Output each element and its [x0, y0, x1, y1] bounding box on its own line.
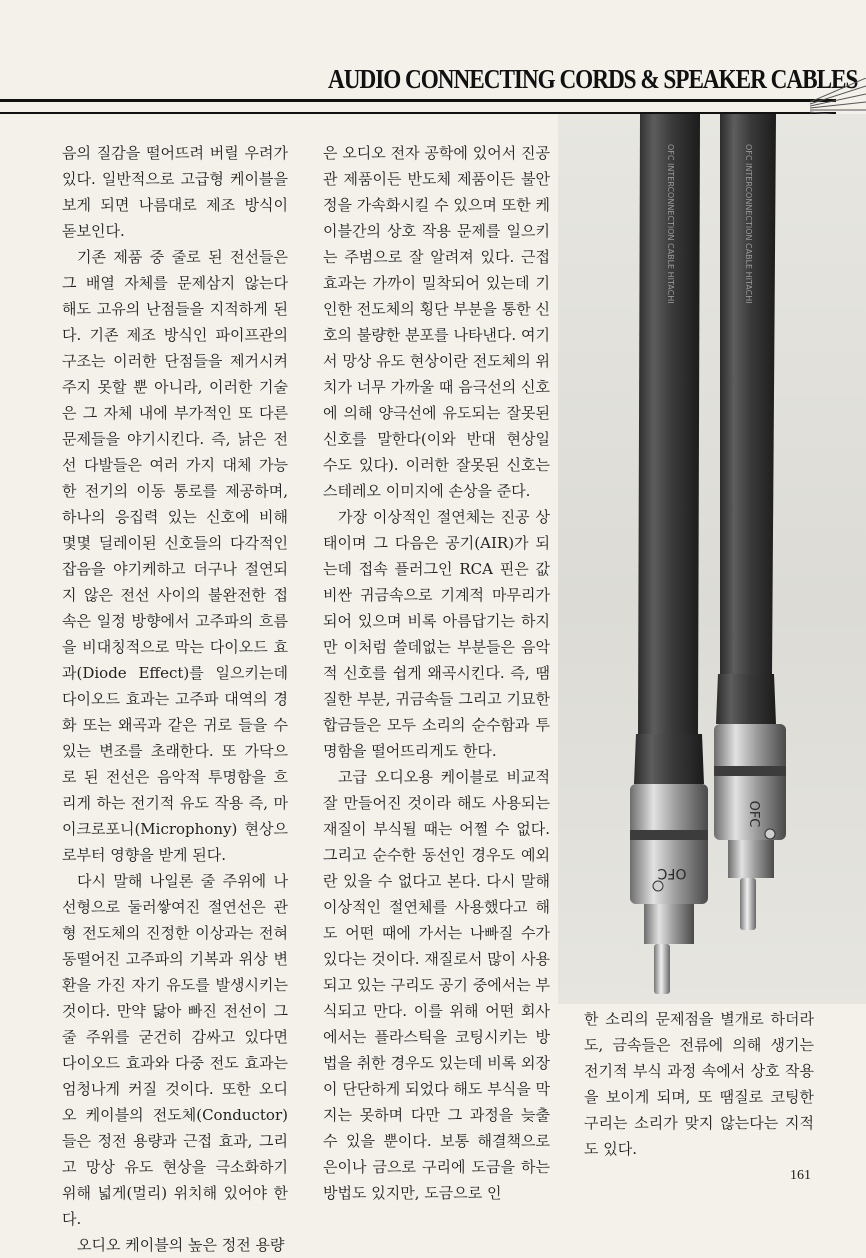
paragraph: 음의 질감을 떨어뜨려 버릴 우려가 있다. 일반적으로 고급형 케이블을 보게 되면 나름대로 제조 방식이 돋보인다.	[62, 144, 288, 240]
plug-sleeve-right	[728, 840, 774, 878]
plug-pin-right	[740, 878, 756, 930]
text-column-2	[323, 140, 550, 1206]
plug-sleeve-left	[644, 904, 694, 944]
paragraph: 한 소리의 문제점을 별개로 하더라도, 금속들은 전류에 의해 생기는 전기적 부식 과정 속에서 상호 작용을 보이게 되며, 또 땜질로 코팅한 구리는 소리가 맞지 않는다는 지적도 있다.	[584, 1010, 814, 1158]
page-number: 161	[790, 1168, 811, 1183]
plug-label-right: OFC	[746, 800, 761, 828]
paragraph: 오디오 케이블의 높은 정전 용량	[77, 1236, 285, 1254]
paragraph: 다시 말해 나일론 줄 주위에 나선형으로 둘러쌓여진 절연선은 관형 전도체의 진정한 이상과는 전혀 동떨어진 고주파의 기복과 위상 변환을 가진 자기 유도를 발생시키는 것이다. 만약 닳아 빠진 전선이 그 줄 주위를 굳건히 감싸고 있다면 다이오드 효과와 다중 전도 효과는 엄청나게 커질 것이다. 또한 오디오 케이블의 전도체(Conductor)들은 정전 용량과 근접 효과, 그리고 망상 유도 현상을 극소화하기 위해 넓게(멀리) 위치해 있어야 한다.	[62, 872, 288, 1228]
header-title: AUDIO CONNECTING CORDS & SPEAKER CABLES	[328, 64, 858, 94]
strain-relief-left	[634, 734, 704, 784]
plug-housing-left	[630, 784, 708, 904]
plug-screw-right	[765, 829, 775, 839]
rca-cable-photo	[558, 114, 866, 1004]
text-column-3	[584, 1006, 814, 1162]
plug-pin-left	[654, 944, 670, 994]
plug-label-left: OFC	[657, 865, 687, 881]
paragraph: 고급 오디오용 케이블로 비교적 잘 만들어진 것이라 해도 사용되는 재질이 부식될 때는 어쩔 수 없다. 그리고 순수한 동선인 경우도 예외란 있을 수 없다고 본다. 다시 말해 이상적인 절연체를 사용했다고 해도 어떤 때에 가서는 나빠질 수가 있다는 것이다. 재질로서 많이 사용되고 있는 구리도 공기 중에서는 부식되고 만다. 이를 위해 어떤 회사에서는 플라스틱을 코팅시키는 방법을 취한 경우도 있는데 비록 외장이 단단하게 되었다 해도 부식을 막지는 못하며 다만 그 과정을 늦출 수 있을 뿐이다. 보통 해결책으로 은이나 금으로 구리에 도금을 하는 방법도 있지만, 도금으로 인	[323, 768, 550, 1202]
text-column-1	[62, 140, 288, 1258]
cable-print-right: OFC INTERCONNECTION CABLE HITACHI	[744, 144, 753, 304]
paragraph: 가장 이상적인 절연체는 진공 상태이며 그 다음은 공기(AIR)가 되는데 접속 플러그인 RCA 핀은 값비싼 귀금속으로 기계적 마무리가 되어 있으며 비록 아름답기는 하지만 이처럼 쓸데없는 부분들은 음악적 신호를 쉽게 왜곡시킨다. 즉, 땜질한 부분, 귀금속들 그리고 기묘한 합금들은 모두 소리의 순수함과 투명함을 떨어뜨리게도 한다.	[323, 508, 550, 760]
cable-print-left: OFC INTERCONNECTION CABLE HITACHI	[666, 144, 675, 304]
header-rule-top	[0, 99, 836, 102]
strain-relief-right	[716, 674, 776, 724]
plug-screw-left	[653, 881, 663, 891]
plug-band-left	[630, 830, 708, 840]
paragraph: 은 오디오 전자 공학에 있어서 진공관 제품이든 반도체 제품이든 불안정을 가속화시킬 수 있으며 또한 케이블간의 상호 작용 문제를 일으키는 주범으로 잘 알려져 있다. 근접 효과는 가까이 밀착되어 있는데 기인한 전도체의 횡단 부분을 통한 신호의 불량한 분포를 나타낸다. 여기서 망상 유도 현상이란 전도체의 위치가 너무 가까울 때 음극선의 신호에 의해 양극선에 유도되는 잘못된 신호를 말한다(이와 반대 현상일 수도 있다). 이러한 잘못된 신호는 스테레오 이미지에 손상을 준다.	[323, 144, 550, 500]
paragraph: 기존 제품 중 줄로 된 전선들은 그 배열 자체를 문제삼지 않는다 해도 고유의 난점들을 지적하게 된다. 기존 제조 방식인 파이프관의 구조는 이러한 단점들을 제거시켜 주지 못할 뿐 아니라, 이러한 기술은 그 자체 내에 부가적인 또 다른 문제들을 야기시킨다. 즉, 낡은 전선 다발들은 여러 가지 대체 가능한 전기의 이동 통로를 제공하며, 하나의 응집력 있는 신호에 비해 몇몇 딜레이된 신호들의 다각적인 잡음을 야기케하고 더구나 절연되지 않은 전선 사이의 불완전한 접속은 일정 방향에서 고주파의 흐름을 비대칭적으로 막는 다이오드 효과(Diode Effect)를 일으키는데 다이오드 효과는 고주파 대역의 경화 또는 왜곡과 같은 귀로 들을 수 있는 변조를 초래한다. 또 가닥으로 된 전선은 음악적 투명함을 흐리게 하는 전기적 유도 작용 즉, 마이크로포니(Microphony) 현상으로부터 영향을 받게 된다.	[62, 248, 288, 864]
plug-band-right	[714, 766, 786, 776]
